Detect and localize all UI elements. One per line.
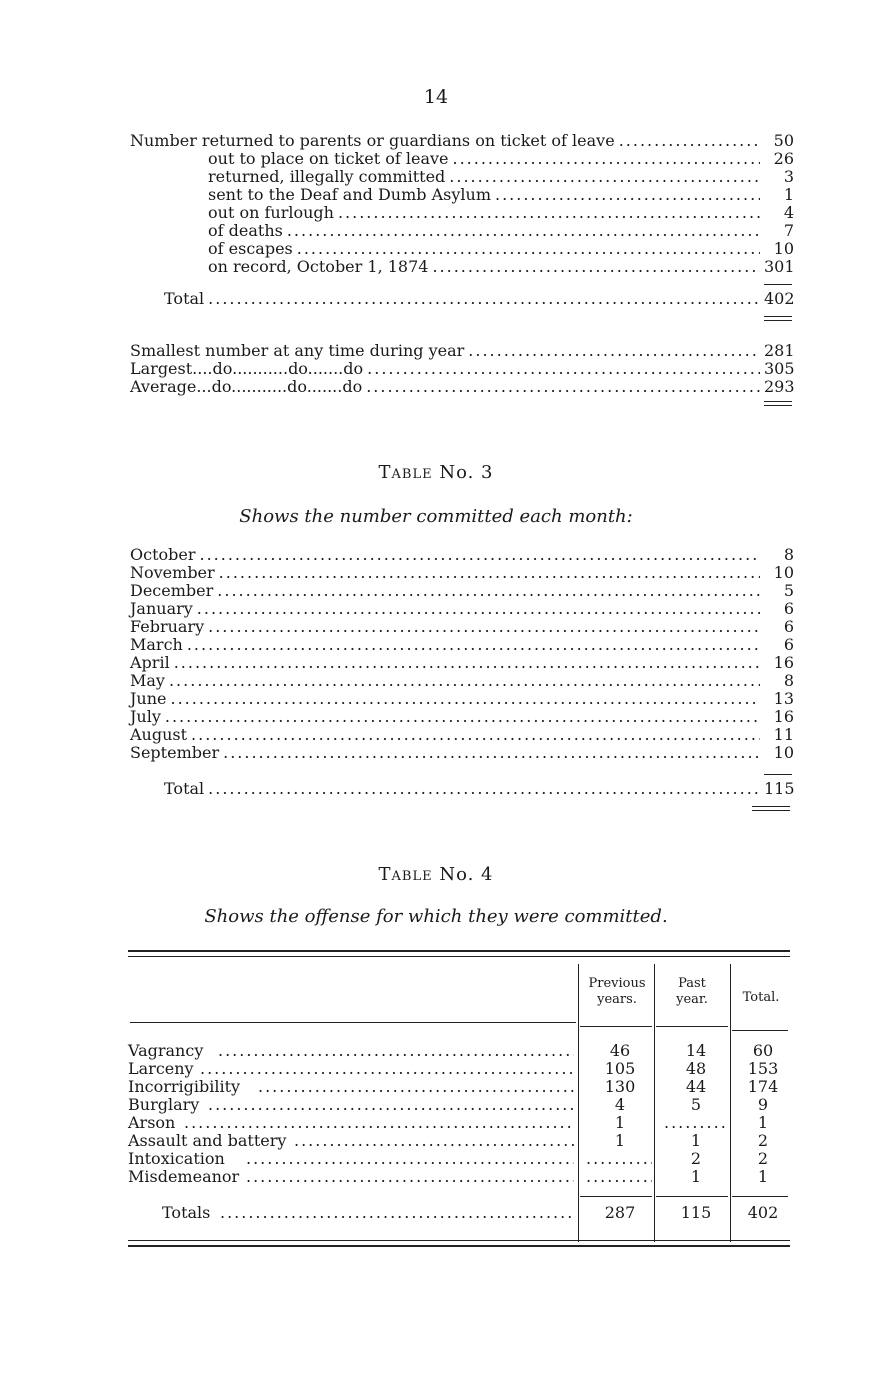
row-label: out to place on ticket of leave	[208, 149, 449, 168]
dot-leader	[432, 258, 760, 276]
table-row	[128, 1096, 788, 1114]
month-row	[130, 690, 794, 708]
list-item	[208, 204, 794, 222]
month-label: May	[130, 671, 165, 690]
month-value: 5	[783, 581, 794, 600]
dot-leader	[169, 672, 760, 690]
total-value: 9	[757, 1095, 769, 1114]
total-label: Total	[164, 779, 205, 798]
past-value: 48	[685, 1059, 707, 1078]
header-rule	[656, 1026, 728, 1027]
month-row	[130, 744, 794, 762]
past-value: 1	[690, 1131, 702, 1150]
total-label: Total	[164, 289, 205, 308]
month-row	[130, 546, 794, 564]
grand-total: 402	[747, 1203, 779, 1222]
past-total: 115	[680, 1203, 712, 1222]
row-value: 26	[773, 149, 794, 168]
totals-rule	[656, 1196, 728, 1197]
double-rule	[764, 316, 792, 317]
header-rule	[130, 1022, 576, 1023]
total-value: 402	[764, 289, 795, 308]
dot-leader	[200, 546, 761, 564]
month-label: July	[130, 707, 161, 726]
table-word: Table	[378, 864, 433, 885]
dot-leader	[187, 636, 760, 654]
smallest-row	[130, 342, 794, 360]
dot-leader	[208, 290, 760, 308]
double-rule	[752, 810, 790, 811]
table-top-rule	[128, 950, 790, 952]
month-label: April	[130, 653, 170, 672]
dot-leader	[165, 708, 760, 726]
month-value: 10	[773, 743, 794, 762]
dot-leader	[366, 378, 760, 396]
month-row	[130, 618, 794, 636]
month-label: September	[130, 743, 220, 762]
row-label: returned, illegally committed	[208, 167, 446, 186]
previous-value: 1	[614, 1113, 626, 1132]
total-value: 1	[757, 1113, 769, 1132]
dot-leader	[219, 564, 760, 582]
dot-leader	[246, 1150, 574, 1168]
page-number: 14	[423, 86, 449, 108]
previous-value-empty	[586, 1150, 652, 1168]
row-label: sent to the Deaf and Dumb Asylum	[208, 185, 491, 204]
table-row	[128, 1150, 788, 1168]
dot-leader	[200, 1060, 574, 1078]
list-item	[208, 186, 794, 204]
total-value: 60	[752, 1041, 774, 1060]
row-label: Largest....do...........do.......do	[130, 359, 364, 378]
dot-leader	[220, 1204, 574, 1222]
row-label: Average...do...........do.......do	[130, 377, 363, 396]
table-number: No. 4	[439, 864, 494, 885]
offense-label: Assault and battery	[128, 1131, 287, 1150]
ditto: do	[287, 377, 307, 396]
largest-row	[130, 360, 794, 378]
past-value: 44	[685, 1077, 707, 1096]
row-label: Smallest number at any time during year	[130, 341, 465, 360]
offense-label: Vagrancy	[128, 1041, 204, 1060]
total-row	[164, 780, 794, 798]
total-value: 1	[757, 1167, 769, 1186]
row-value: 281	[764, 341, 795, 360]
table-bottom-rule	[128, 1245, 790, 1247]
row-value: 305	[764, 359, 795, 378]
row-value: 3	[783, 167, 794, 186]
row-value: 10	[773, 239, 794, 258]
table-row	[128, 1042, 788, 1060]
table-row	[128, 1114, 788, 1132]
double-rule	[764, 401, 792, 402]
header-past-year: Past year.	[676, 976, 708, 1007]
double-rule	[764, 405, 792, 406]
ditto: do	[212, 359, 233, 378]
row-label: of deaths	[208, 221, 283, 240]
table-number: No. 3	[439, 462, 494, 483]
dot-leader	[171, 690, 761, 708]
month-value: 6	[783, 617, 794, 636]
dot-leader	[217, 582, 760, 600]
row-value: 7	[783, 221, 794, 240]
row-label: of escapes	[208, 239, 293, 258]
previous-value: 130	[604, 1077, 636, 1096]
month-row	[130, 582, 794, 600]
month-row	[130, 672, 794, 690]
ditto: do	[288, 359, 308, 378]
month-row	[130, 654, 794, 672]
table-3-title	[0, 462, 872, 483]
previous-value-empty	[586, 1168, 652, 1186]
table-row	[128, 1078, 788, 1096]
ditto: do	[211, 377, 232, 396]
row-label: Number returned to parents or guardians on ticket of leave	[130, 131, 615, 150]
totals-label: Totals	[162, 1203, 211, 1222]
row-value: 293	[764, 377, 795, 396]
dot-leader	[338, 204, 760, 222]
dot-leader	[297, 240, 760, 258]
month-label: February	[130, 617, 205, 636]
list-item	[208, 168, 794, 186]
table-row	[128, 1132, 788, 1150]
dot-leader	[258, 1078, 574, 1096]
list-item	[130, 132, 794, 150]
month-value: 11	[773, 725, 794, 744]
offense-label: Arson	[128, 1113, 176, 1132]
table-4-caption: Shows the offense for which they were committed.	[204, 906, 668, 927]
row-label: out on furlough	[208, 203, 334, 222]
offense-label: Larceny	[128, 1059, 194, 1078]
past-value: 5	[690, 1095, 702, 1114]
month-label: March	[130, 635, 183, 654]
dot-leader	[246, 1168, 574, 1186]
dot-leader	[468, 342, 760, 360]
dot-leader	[619, 132, 760, 150]
dot-leader	[218, 1042, 574, 1060]
row-value: 50	[773, 131, 794, 150]
total-value: 2	[757, 1131, 769, 1150]
past-value-empty	[664, 1114, 728, 1132]
offense-label: Intoxication	[128, 1149, 225, 1168]
month-row	[130, 600, 794, 618]
dot-leader	[208, 618, 760, 636]
month-label: June	[130, 689, 167, 708]
dot-leader	[174, 654, 760, 672]
month-row	[130, 636, 794, 654]
double-rule	[752, 806, 790, 807]
past-value: 1	[690, 1167, 702, 1186]
month-row	[130, 564, 794, 582]
table-word: Table	[378, 462, 433, 483]
ditto: do	[342, 377, 363, 396]
month-value: 6	[783, 599, 794, 618]
previous-value: 1	[614, 1131, 626, 1150]
month-label: December	[130, 581, 214, 600]
dot-leader	[287, 222, 760, 240]
table-bottom-rule	[128, 1240, 790, 1241]
dot-leader	[184, 1114, 574, 1132]
month-value: 6	[783, 635, 794, 654]
month-value: 8	[783, 545, 794, 564]
month-value: 16	[773, 707, 794, 726]
row-value: 301	[764, 257, 795, 276]
dot-leader	[191, 726, 760, 744]
totals-row	[128, 1204, 788, 1222]
previous-value: 105	[604, 1059, 636, 1078]
month-row	[130, 708, 794, 726]
total-value: 2	[757, 1149, 769, 1168]
header-previous-years: Previous years.	[588, 976, 646, 1007]
offense-label: Burglary	[128, 1095, 200, 1114]
dot-leader	[367, 360, 760, 378]
month-value: 13	[773, 689, 794, 708]
total-value: 174	[747, 1077, 779, 1096]
list-item	[208, 258, 794, 276]
dot-leader	[208, 1096, 574, 1114]
table-top-rule	[128, 956, 790, 957]
ditto: do	[343, 359, 364, 378]
list-item	[208, 222, 794, 240]
table-row	[128, 1168, 788, 1186]
total-value: 115	[764, 779, 795, 798]
offense-label: Incorrigibility	[128, 1077, 241, 1096]
month-label: October	[130, 545, 196, 564]
month-label: November	[130, 563, 215, 582]
largest-word: Largest	[130, 359, 193, 378]
totals-rule	[732, 1196, 788, 1197]
list-item	[208, 150, 794, 168]
table-4-title	[0, 864, 872, 885]
average-word: Average	[130, 377, 197, 396]
dot-leader	[223, 744, 760, 762]
sum-rule	[764, 284, 792, 285]
dot-leader	[197, 600, 760, 618]
list-item	[208, 240, 794, 258]
totals-rule	[580, 1196, 652, 1197]
previous-total: 287	[604, 1203, 636, 1222]
sum-rule	[764, 774, 792, 775]
month-label: August	[130, 725, 188, 744]
total-value: 153	[747, 1059, 779, 1078]
month-value: 8	[783, 671, 794, 690]
header-rule	[732, 1030, 788, 1031]
row-value: 4	[783, 203, 794, 222]
row-label: on record, October 1, 1874	[208, 257, 429, 276]
month-value: 16	[773, 653, 794, 672]
offense-label: Misdemeanor	[128, 1167, 240, 1186]
past-value: 14	[685, 1041, 707, 1060]
table-row	[128, 1060, 788, 1078]
row-value: 1	[783, 185, 794, 204]
double-rule	[764, 320, 792, 321]
dot-leader	[208, 780, 760, 798]
past-value: 2	[690, 1149, 702, 1168]
header-rule	[580, 1026, 652, 1027]
previous-value: 46	[609, 1041, 631, 1060]
month-row	[130, 726, 794, 744]
dot-leader	[495, 186, 760, 204]
dot-leader	[294, 1132, 574, 1150]
month-value: 10	[773, 563, 794, 582]
previous-value: 4	[614, 1095, 626, 1114]
average-row	[130, 378, 794, 396]
month-label: January	[130, 599, 193, 618]
dot-leader	[453, 150, 761, 168]
dot-leader	[449, 168, 760, 186]
header-total: Total.	[742, 990, 780, 1005]
table-3-caption: Shows the number committed each month:	[239, 506, 633, 527]
total-row	[164, 290, 794, 308]
